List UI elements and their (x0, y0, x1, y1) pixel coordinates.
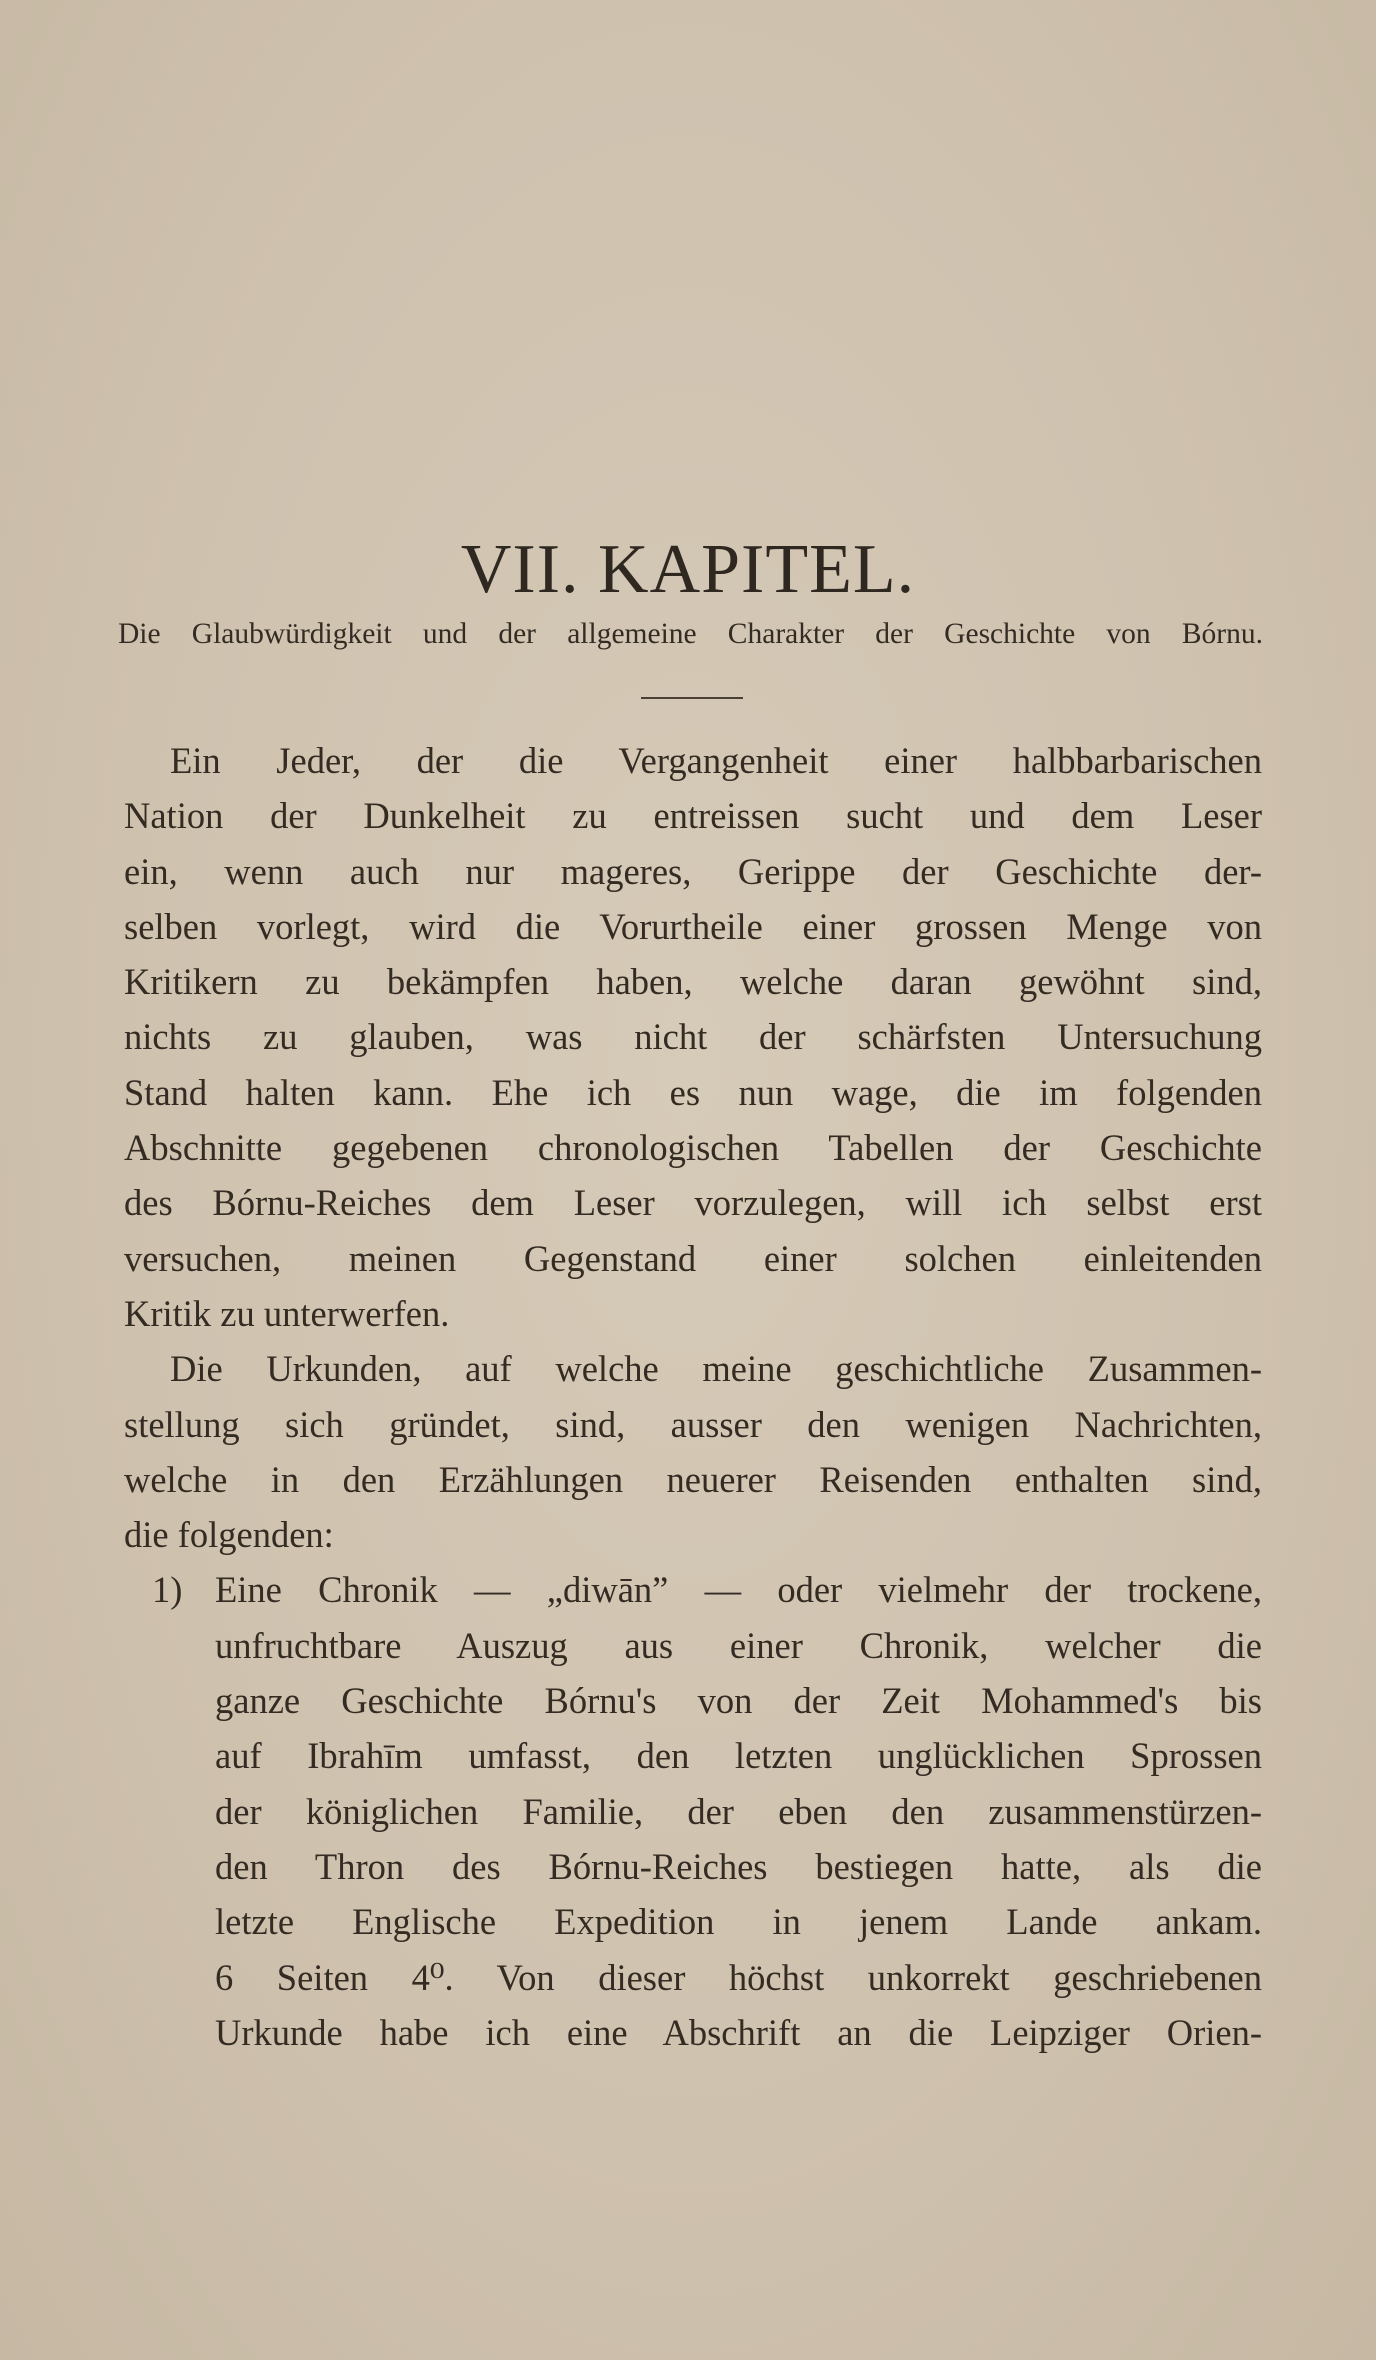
list-item-number: 1) (152, 1569, 183, 1611)
text-line: 6 Seiten 4⁰. Von dieser höchst unkorrekt geschriebenen (215, 1956, 1262, 1998)
text-line: Ein Jeder, der die Vergangenheit einer halbbarbarischen (170, 740, 1262, 781)
text-line: stellung sich gründet, sind, ausser den wenigen Nachrichten, (124, 1403, 1262, 1445)
list-item-1 (124, 1562, 1262, 2060)
paragraph-1 (124, 733, 1262, 1341)
text-line: letzte Englische Expedition in jenem Lande ankam. (215, 1901, 1262, 1943)
text-line: welche in den Erzählungen neuerer Reisenden enthalten sind, (124, 1458, 1262, 1500)
text-line: Kritik zu unterwerfen. (124, 1292, 450, 1334)
text-line: ein, wenn auch nur mageres, Gerippe der Geschichte der- (124, 850, 1262, 892)
text-line: die folgenden: (124, 1514, 334, 1556)
text-line: des Bórnu-Reiches dem Leser vorzulegen, will ich selbst erst (124, 1182, 1262, 1224)
text-line: Stand halten kann. Ehe ich es nun wage, die im folgenden (124, 1071, 1262, 1113)
chapter-subtitle: Die Glaubwürdigkeit und der allgemeine Charakter der Geschichte von Bórnu. (118, 618, 1263, 650)
text-line: der königlichen Familie, der eben den zusammenstürzen- (215, 1790, 1262, 1832)
text-line: auf Ibrahīm umfasst, den letzten unglücklichen Sprossen (215, 1735, 1262, 1777)
title-divider (641, 697, 743, 699)
text-line: den Thron des Bórnu-Reiches bestiegen hatte, als die (215, 1845, 1262, 1887)
paragraph-2 (124, 1341, 1262, 1562)
text-line: ganze Geschichte Bórnu's von der Zeit Mohammed's bis (215, 1680, 1262, 1722)
text-line: versuchen, meinen Gegenstand einer solchen einleitenden (124, 1237, 1262, 1279)
text-line: Nation der Dunkelheit zu entreissen sucht und dem Leser (124, 795, 1262, 837)
text-line: nichts zu glauben, was nicht der schärfsten Untersuchung (124, 1016, 1262, 1058)
chapter-title: VII. KAPITEL. (460, 531, 916, 608)
text-line: Kritikern zu bekämpfen haben, welche daran gewöhnt sind, (124, 961, 1262, 1003)
text-line: Die Urkunden, auf welche meine geschichtliche Zusammen- (170, 1348, 1262, 1390)
text-line: selben vorlegt, wird die Vorurtheile einer grossen Menge von (124, 905, 1262, 947)
text-line: Urkunde habe ich eine Abschrift an die Leipziger Orien- (215, 2011, 1262, 2053)
list-item-first-line (124, 1562, 1262, 1617)
text-line: Eine Chronik — „diwān” — oder vielmehr der trockene, (215, 1569, 1262, 1611)
text-line: unfruchtbare Auszug aus einer Chronik, welcher die (215, 1624, 1262, 1666)
body-text (124, 733, 1262, 2060)
text-line: Abschnitte gegebenen chronologischen Tabellen der Geschichte (124, 1127, 1262, 1169)
